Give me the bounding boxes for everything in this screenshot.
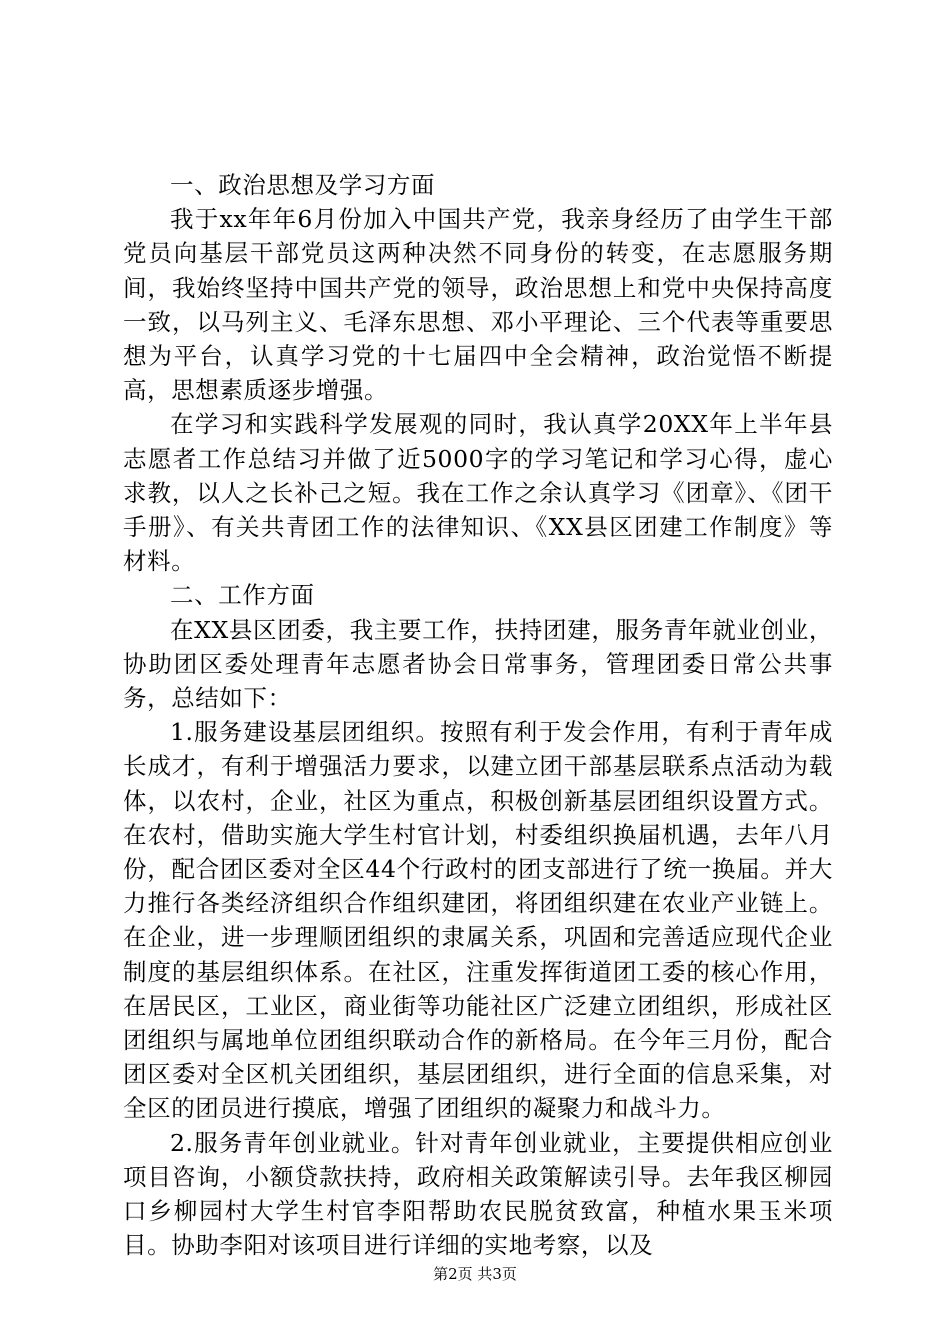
paragraph-grassroots-organization: 1.服务建设基层团组织。按照有利于发会作用，有利于青年成长成才，有利于增强活力要求，以建立团干部基层联系点活动为载体，以农村，企业，社区为重点，积极创新基层团组织设置方式。在农村，借助实施大学生村官计划，村委组织换届机遇，去年八月份，配合团区委对全区44个行政村的团支部进行了统一换届。并大力推行各类经济组织合作组织建团，将团组织建在农业产业链上。在企业，进一步理顺团组织的隶属关系，巩固和完善适应现代企业制度的基层组织体系。在社区，注重发挥街道团工委的核心作用，在居民区，工业区，商业街等功能社区广泛建立团组织，形成社区团组织与属地单位团组织联动合作的新格局。在今年三月份，配合团区委对全区机关团组织，基层团组织，进行全面的信息采集，对全区的团员进行摸底，增强了团组织的凝聚力和战斗力。 [123, 718, 833, 1123]
section-heading-work: 二、工作方面 [170, 581, 315, 610]
paragraph-work-overview: 在XX县区团委，我主要工作，扶持团建，服务青年就业创业，协助团区委处理青年志愿者协会日常事务，管理团委日常公共事务，总结如下： [123, 615, 833, 713]
paragraph-study: 在学习和实践科学发展观的同时，我认真学20XX年上半年县志愿者工作总结习并做了近5000字的学习笔记和学习心得，虚心求教，以人之长补己之短。我在工作之余认真学习《团章》、《团干手册》、有关共青团工作的法律知识、《XX县区团建工作制度》等材料。 [123, 410, 833, 576]
document-body [123, 168, 833, 1263]
page-number-footer: 第2页 共3页 [433, 1265, 517, 1283]
paragraph-youth-employment: 2.服务青年创业就业。针对青年创业就业，主要提供相应创业项目咨询，小额贷款扶持，政府相关政策解读引导。去年我区柳园口乡柳园村大学生村官李阳帮助农民脱贫致富，种植水果玉米项目。协助李阳对该项目进行详细的实地考察，以及 [123, 1128, 833, 1260]
paragraph-party-membership: 我于xx年年6月份加入中国共产党，我亲身经历了由学生干部党员向基层干部党员这两种决然不同身份的转变，在志愿服务期间，我始终坚持中国共产党的领导，政治思想上和党中央保持高度一致，以马列主义、毛泽东思想、邓小平理论、三个代表等重要思想为平台，认真学习党的十七届四中全会精神，政治觉悟不断提高，思想素质逐步增强。 [123, 205, 833, 405]
section-heading-politics: 一、政治思想及学习方面 [170, 171, 436, 199]
